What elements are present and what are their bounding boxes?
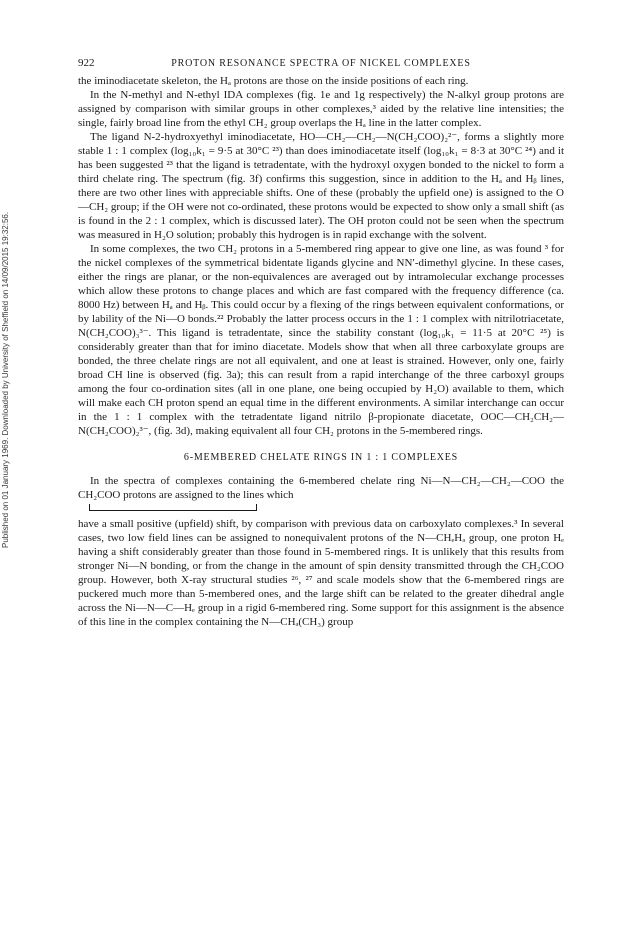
running-title: PROTON RESONANCE SPECTRA OF NICKEL COMPLEXES: [171, 58, 471, 69]
page-content: [78, 56, 564, 629]
paragraph: have a small positive (upfield) shift, by comparison with previous data on carboxylato complexes.³ In several cases, two low field lines can be assigned to nonequivalent protons of the N—CHₑHₔ group, one proton Hₑ having a shift considerably greater than those found in 5-membered rings. It is unlikely that this results from stronger Ni—N bonding, or from the change in the amount of spin density transmitted through the CH₂COO group. However, both X-ray structural studies ²⁶, ²⁷ and scale models show that the 6-membered rings are puckered much more than 5-membered ones, and the large shift can be related to the greater dihedral angle across the Ni—N—C—Hₑ group in a rigid 6-membered ring. Some support for this assignment is the absence of this line in the complex containing the N—CHₔ(CH₃) group: [78, 518, 564, 628]
running-head: [78, 56, 564, 71]
ring-closure-line: [89, 504, 257, 511]
page-number: 922: [78, 57, 95, 69]
paragraph: In the N-methyl and N-ethyl IDA complexes (fig. 1e and 1g respectively) the N-alkyl group protons are assigned by comparison with similar groups in other complexes,³ aided by the relative line intensities; the single, fairly broad line from the ethyl CH₂ group overlaps the Hₐ line in the latter complex.: [78, 89, 564, 129]
download-notice: Published on 01 January 1969. Downloaded by University of Sheffield on 14/09/2015 19:32:56.: [1, 211, 10, 549]
section-heading: 6-MEMBERED CHELATE RINGS IN 1 : 1 COMPLEXES: [183, 452, 459, 463]
chelate-ring-bracket: [78, 504, 564, 513]
paragraph: In the spectra of complexes containing the 6-membered chelate ring Ni—N—CH₂—CH₂—COO the CH₂COO protons are assigned to the lines which: [78, 475, 564, 501]
paragraph: the iminodiacetate skeleton, the Hₐ protons are those on the inside positions of each ring.: [78, 75, 469, 87]
paragraph: The ligand N-2-hydroxyethyl iminodiacetate, HO—CH₂—CH₂—N(CH₂COO)₂²⁻, forms a slightly more stable 1 : 1 complex (log₁₀k₁ = 9·5 at 30°C ²³) than does iminodiacetate itself (log₁₀k₁ = 8·3 at 30°C ²⁴) and it has been suggested ²³ that the ligand is tetradentate, with the hydroxyl oxygen bonded to the nickel to form a third chelate ring. The spectrum (fig. 3f) confirms this suggestion, since in addition to the Hₐ and Hᵦ lines, there are two other lines with appreciable shifts. One of these (probably the upfield one) is assigned to the O—CH₂ group; if the OH were not co-ordinated, these protons would be expected to show only a small shift (as is found in the 2 : 1 complex, which is discussed later). The OH proton could not be seen when the spectrum was measured in H₂O solution; probably this hydrogen is in rapid exchange with the solvent.: [78, 131, 564, 241]
paragraph: In some complexes, the two CH₂ protons in a 5-membered ring appear to give one line, as was found ³ for the nickel complexes of the symmetrical bidentate ligands glycine and NN′-dimethyl glycine. In these cases, either the rings are planar, or the non-equivalences are averaged out by intramolecular exchange processes which allow these protons to change places and which are fast compared with the frequency difference (ca. 8000 Hz) between Hₐ and Hᵦ. This could occur by a flexing of the rings between equivalent conformations, or by lability of the Ni—O bonds.²² Probably the latter process occurs in the 1 : 1 complex with nitrilotriacetate, N(CH₂COO)₃³⁻. This ligand is tetradentate, since the stability constant (log₁₀k₁ = 11·5 at 20°C ²⁵) is considerably greater than that for imino diacetate. Models show that when all three carboxylate groups are bonded, the three chelate rings are not all equivalent, and one at least is strained. However, only one, fairly broad CH line is observed (fig. 3a); this can result from a rapid interchange of the three carboxyl groups among the four co-ordination sites (all in one plane, one being occupied by H₂O) available to them, which will make each CH proton spend an equal time in the different environments. A similar interchange can occur in the 1 : 1 complex with the tetradentate ligand nitrilo β-propionate diacetate, OOC—CH₂CH₂—N(CH₂COO)₂³⁻, (fig. 3d), making equivalent all four CH₂ protons in the 5-membered rings.: [78, 243, 564, 437]
